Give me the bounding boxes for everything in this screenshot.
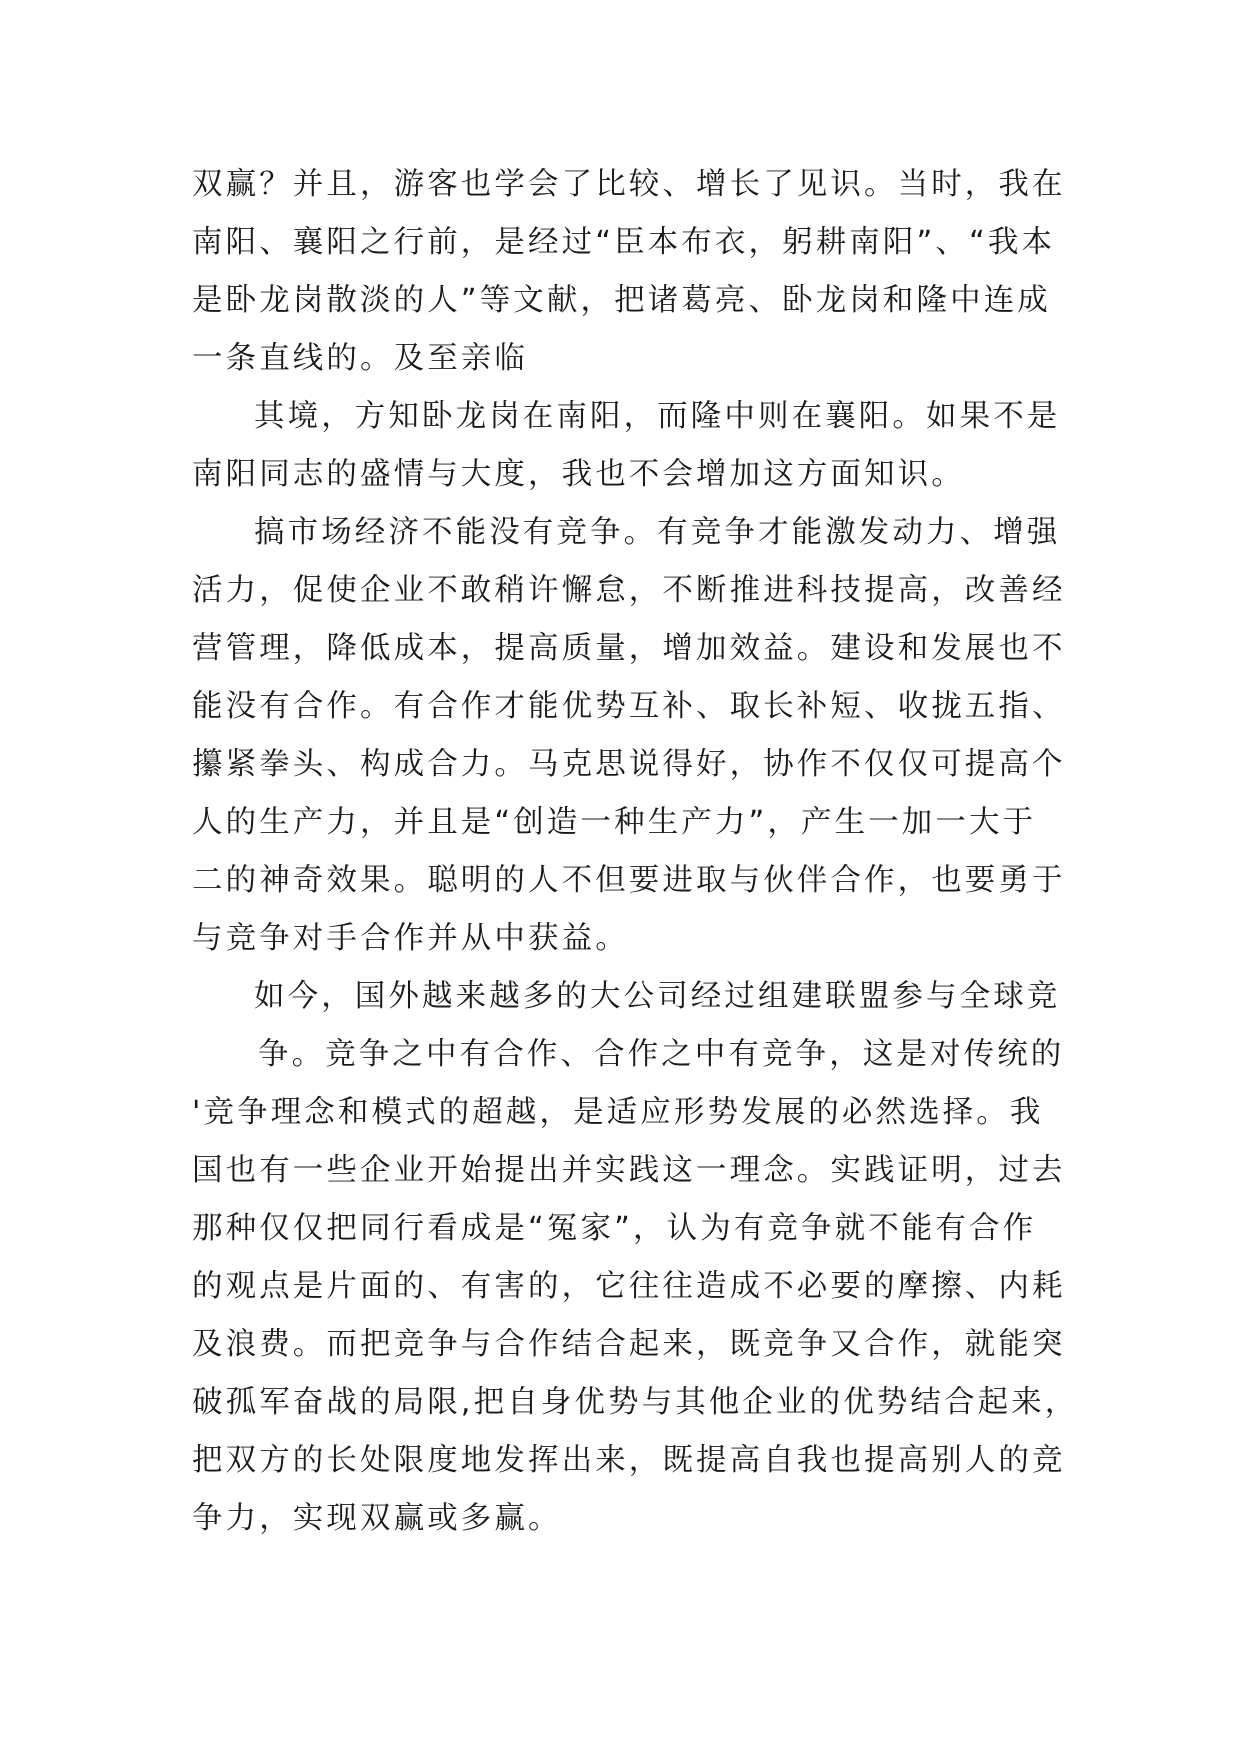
text-line: 争力，实现双赢或多赢。 <box>192 1501 562 1536</box>
text-line: 南阳、襄阳之行前，是经过“臣本布衣，躬耕南阳”、“我本 <box>192 225 1056 260</box>
text-line: 那种仅仅把同行看成是“冤家”，认为有竞争就不能有合作 <box>192 1211 1037 1246</box>
text-line: 是卧龙岗散淡的人”等文献，把诸葛亮、卧龙岗和隆中连成 <box>192 283 1051 318</box>
text-line: 争。竞争之中有合作、合作之中有竞争，这是对传统的 <box>258 1037 1065 1072</box>
text-line: 双赢？并且，游客也学会了比较、增长了见识。当时，我在 <box>192 167 1066 202</box>
document-body <box>192 156 1092 1548</box>
text-line: 攥紧拳头、构成合力。马克思说得好，协作不仅仅可提高个 <box>192 747 1066 782</box>
text-line: 如今，国外越来越多的大公司经过组建联盟参与全球竞 <box>254 979 1061 1014</box>
text-line: 搞市场经济不能没有竞争。有竞争才能激发动力、增强 <box>254 515 1061 550</box>
text-line: 把双方的长处限度地发挥出来，既提高自我也提高别人的竞 <box>192 1443 1066 1478</box>
text-line: 的观点是片面的、有害的，它往往造成不必要的摩擦、内耗 <box>192 1269 1066 1304</box>
text-line: 与竞争对手合作并从中获益。 <box>192 921 629 956</box>
text-line: 国也有一些企业开始提出并实践这一理念。实践证明，过去 <box>192 1153 1066 1188</box>
text-line: 能没有合作。有合作才能优势互补、取长补短、收拢五指、 <box>192 689 1066 724</box>
text-line: 人的生产力，并且是“创造一种生产力”，产生一加一大于 <box>192 805 1037 840</box>
text-line: 二的神奇效果。聪明的人不但要进取与伙伴合作，也要勇于 <box>192 863 1066 898</box>
text-line: 破孤军奋战的局限,把自身优势与其他企业的优势结合起来， <box>192 1385 1079 1420</box>
text-line: 其境，方知卧龙岗在南阳，而隆中则在襄阳。如果不是 <box>254 399 1061 434</box>
text-line: '竞争理念和模式的超越，是适应形势发展的必然选择。我 <box>192 1095 1044 1130</box>
text-line: 一条直线的。及至亲临 <box>192 341 528 376</box>
text-line: 营管理，降低成本，提高质量，增加效益。建设和发展也不 <box>192 631 1066 666</box>
text-line: 南阳同志的盛情与大度，我也不会增加这方面知识。 <box>192 457 965 492</box>
text-line: 活力，促使企业不敢稍许懈怠，不断推进科技提高，改善经 <box>192 573 1066 608</box>
text-line: 及浪费。而把竞争与合作结合起来，既竞争又合作，就能突 <box>192 1327 1066 1362</box>
